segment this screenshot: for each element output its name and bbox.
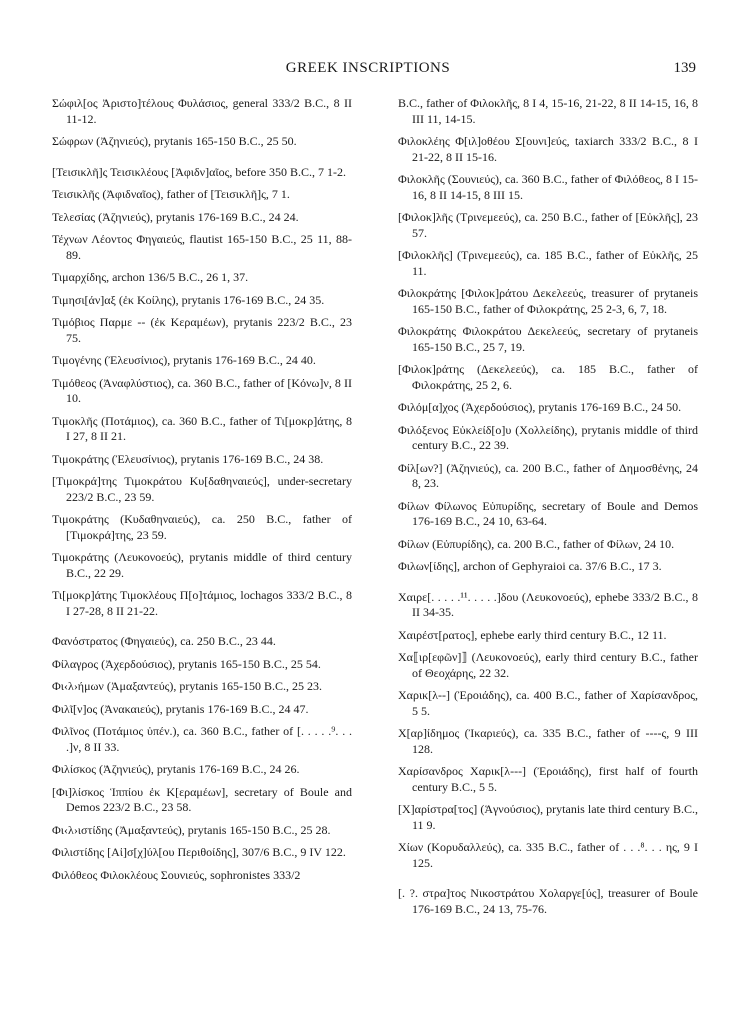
- index-entry: Χίων (Κορυδαλλεύς), ca. 335 B.C., father of . . .⁸. . . ης, 9 I 125.: [398, 840, 698, 870]
- index-entry: Τιμοκράτης (Λευκονοεύς), prytanis middle of third century B.C., 22 29.: [52, 550, 352, 580]
- index-entry: Φιλοκράτης [Φιλοκ]ράτου Δεκελεεύς, treasurer of prytaneis 165-150 B.C., father of Φιλοκράτης, 25 2-3, 6, 7, 18.: [398, 286, 698, 316]
- index-entry: Τιμαρχίδης, archon 136/5 B.C., 26 1, 37.: [52, 270, 249, 284]
- index-entry: Φίλ[ων?] (Ἀζηνιεύς), ca. 200 B.C., father of Δημοσθένης, 24 8, 23.: [398, 460, 698, 490]
- index-entry: Χαρικ[λ--] (Ἐροιάδης), ca. 400 B.C., father of Χαρίσανδρος, 5 5.: [398, 688, 698, 718]
- index-entry: Φίλων (Εὐπυρίδης), ca. 200 B.C., father of Φίλων, 24 10.: [398, 536, 675, 551]
- index-entry: Τιμοκλῆς (Ποτάμιος), ca. 360 B.C., father of Τι[μοκρ]άτης, 8 I 27, 8 II 21.: [52, 413, 352, 443]
- index-entry: [Τεισικλῆ]ς Τεισικλέους [Ἀφιδν]αῖος, before 350 B.C., 7 1-2.: [52, 164, 347, 179]
- index-entry: Χα⟦ιρ[εφῶν]⟧ (Λευκονοεύς), early third century B.C., father of Θεοχάρης, 22 32.: [398, 650, 698, 680]
- index-entry: [. ?. στρα]τος Νικοστράτου Χολαργε[ύς], treasurer of Boule 176-169 B.C., 24 13, 75-76.: [398, 886, 698, 916]
- index-entry: Φανόστρατος (Φηγαιεύς), ca. 250 B.C., 23 44.: [52, 634, 276, 648]
- index-entry: Τελεσίας (Ἀζηνιεύς), prytanis 176-169 B.C., 24 24.: [52, 209, 299, 224]
- index-entry: Φιλόμ[α]χος (Ἀχερδούσιος), prytanis 176-169 B.C., 24 50.: [398, 400, 682, 414]
- index-entry: Τιμοκράτης (Ἐλευσίνιος), prytanis 176-169 B.C., 24 38.: [52, 451, 324, 466]
- index-column-right: [398, 96, 698, 924]
- index-entry: Τιμοκράτης (Κυδαθηναιεύς), ca. 250 B.C., father of [Τιμοκρά]της, 23 59.: [52, 512, 352, 542]
- index-entry: Φιλόθεος Φιλοκλέους Σουνιεύς, sophronistes 333/2: [52, 867, 301, 882]
- index-entry: Σώφρων (Ἀζηνιεύς), prytanis 165-150 B.C., 25 50.: [52, 134, 297, 148]
- index-entry: Φίλαγρος (Ἀχερδούσιος), prytanis 165-150 B.C., 25 54.: [52, 656, 321, 671]
- index-entry: [Φι]λίσκος Ἱππίου ἐκ Κ[εραμέων], secretary of Boule and Demos 223/2 B.C., 23 58.: [52, 784, 352, 814]
- index-entry: Χ[αρ]ίδημος (Ἰκαριεύς), ca. 335 B.C., father of ----ς, 9 III 128.: [398, 726, 698, 756]
- index-entry: [Φιλοκ]ράτης (Δεκελεεύς), ca. 185 B.C., father of Φιλοκράτης, 25 2, 6.: [398, 362, 698, 392]
- index-entry: Φιλῖνος (Ποτάμιος ὑπέν.), ca. 360 B.C., father of [. . . . .⁹. . . .]ν, 8 II 33.: [52, 724, 352, 754]
- index-entry: Τιμόθεος (Ἀναφλύστιος), ca. 360 B.C., father of [Κόνω]ν, 8 II 10.: [52, 375, 352, 405]
- index-entry: Χαρίσανδρος Χαρικ[λ---] (Ἐροιάδης), first half of fourth century B.C., 5 5.: [398, 764, 698, 794]
- index-entry: B.C., father of Φιλοκλῆς, 8 I 4, 15-16, 21-22, 8 II 14-15, 16, 8 III 11, 14-15.: [398, 96, 698, 126]
- index-entry: Φιλοκλέης Φ[ιλ]οθέου Σ[ουνι]εύς, taxiarch 333/2 B.C., 8 I 21-22, 8 II 15-16.: [398, 134, 698, 164]
- index-entry: Τιμογένης (Ἐλευσίνιος), prytanis 176-169 B.C., 24 40.: [52, 353, 316, 367]
- index-entry: [Φιλοκλῆς] (Τρινεμεεύς), ca. 185 B.C., father of Εὐκλῆς, 25 11.: [398, 248, 698, 278]
- index-entry: Φι‹λ›ήμων (Ἀμαξαντεύς), prytanis 165-150 B.C., 25 23.: [52, 679, 323, 693]
- index-entry: Φιλοκλῆς (Σουνιεύς), ca. 360 B.C., father of Φιλόθεος, 8 I 15-16, 8 II 14-15, 8 III 15.: [398, 172, 698, 202]
- index-entry: Φι‹λ›ιστίδης (Ἀμαξαντεύς), prytanis 165-150 B.C., 25 28.: [52, 822, 331, 837]
- index-entry: Χαιρέστ[ρατος], ephebe early third century B.C., 12 11.: [398, 627, 667, 642]
- index-entry: Φιλῖ[ν]ος (Ἀνακαιεύς), prytanis 176-169 B.C., 24 47.: [52, 701, 309, 716]
- index-entry: Φιλόξενος Εὐκλείδ[ο]υ (Χολλείδης), prytanis middle of third century B.C., 22 39.: [398, 422, 698, 452]
- index-entry: Τιμόβιος Παρμε -- (ἐκ Κεραμέων), prytanis 223/2 B.C., 23 75.: [52, 315, 352, 345]
- page-number: 139: [673, 60, 696, 76]
- index-entry: Τιμησι[άν]αξ (ἐκ Κοίλης), prytanis 176-169 B.C., 24 35.: [52, 292, 325, 307]
- running-title: GREEK INSCRIPTIONS: [285, 60, 451, 76]
- page-header: [40, 60, 696, 82]
- index-entry: Φιλιστίδης [Αἰ]σ[χ]ύλ[ου Περιθοίδης], 307/6 B.C., 9 IV 122.: [52, 845, 346, 859]
- index-entry: [Τιμοκρά]της Τιμοκράτου Κυ[δαθηναιεύς], under-secretary 223/2 B.C., 23 59.: [52, 474, 352, 504]
- index-entry: [Χ]αρίστρα[τος] (Ἁγνούσιος), prytanis late third century B.C., 11 9.: [398, 802, 698, 832]
- index-entry: Τι[μοκρ]άτης Τιμοκλέους Π[ο]τάμιος, lochagos 333/2 B.C., 8 I 27-28, 8 II 21-22.: [52, 588, 352, 618]
- index-entry: Σώφιλ[ος Ἀριστο]τέλους Φυλάσιος, general 333/2 B.C., 8 II 11-12.: [52, 96, 352, 126]
- index-entry: Φιλων[ίδης], archon of Gephyraioi ca. 37/6 B.C., 17 3.: [398, 559, 662, 573]
- index-entry: [Φιλοκ]λῆς (Τρινεμεεύς), ca. 250 B.C., father of [Εὐκλῆς], 23 57.: [398, 210, 698, 240]
- index-entry: Τεισικλῆς (Ἀφιδναῖος), father of [Τεισικλῆ]ς, 7 1.: [52, 187, 290, 201]
- index-entry: Φίλων Φίλωνος Εὐπυρίδης, secretary of Boule and Demos 176-169 B.C., 24 10, 63-64.: [398, 498, 698, 528]
- index-entry: Φιλοκράτης Φιλοκράτου Δεκελεεύς, secretary of prytaneis 165-150 B.C., 25 7, 19.: [398, 324, 698, 354]
- index-entry: Φιλίσκος (Ἀζηνιεύς), prytanis 176-169 B.C., 24 26.: [52, 762, 300, 776]
- index-entry: Τέχνων Λέοντος Φηγαιεύς, flautist 165-150 B.C., 25 11, 88-89.: [52, 232, 352, 262]
- index-column-left: [52, 96, 352, 890]
- index-entry: Χαιρε[. . . . .¹¹. . . . .]δου (Λευκονοεύς), ephebe 333/2 B.C., 8 II 34-35.: [398, 589, 698, 619]
